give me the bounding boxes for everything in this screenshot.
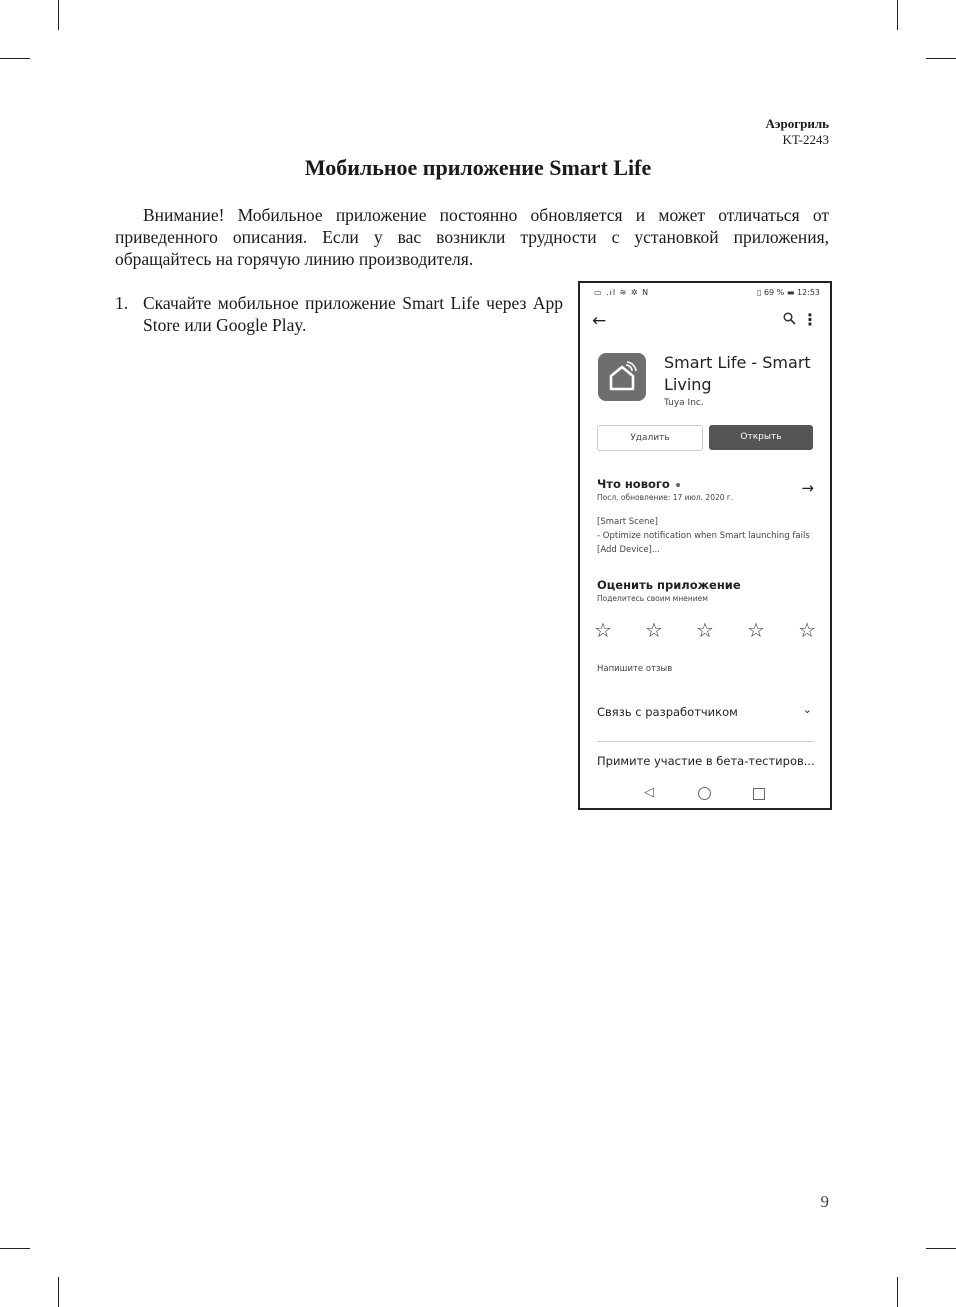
uninstall-button[interactable]: Удалить <box>597 425 703 451</box>
contact-developer[interactable]: Связь с разработчиком <box>597 705 738 719</box>
more-vertical-icon[interactable]: ⋮ <box>802 310 818 329</box>
nav-back-icon[interactable]: ◁ <box>644 785 654 800</box>
phone-screenshot <box>578 281 832 810</box>
chevron-down-icon[interactable]: ⌄ <box>802 703 812 716</box>
step-item <box>115 292 563 336</box>
rate-app-subtitle: Поделитесь своим мнением <box>597 594 708 603</box>
star-icon[interactable]: ☆ <box>696 618 714 642</box>
crop-mark <box>0 1248 30 1249</box>
status-icons: ▭ .ıl ≋ ✲ N <box>594 288 650 297</box>
whats-new-title[interactable] <box>597 477 680 491</box>
dot-icon <box>676 483 680 487</box>
crop-mark <box>897 0 898 30</box>
crop-mark <box>897 1277 898 1307</box>
note-line: [Smart Scene] <box>597 517 658 527</box>
crop-mark <box>926 58 956 59</box>
write-review-link[interactable]: Напишите отзыв <box>597 664 673 674</box>
crop-mark <box>58 1277 59 1307</box>
search-icon[interactable] <box>783 312 796 329</box>
note-line: - Optimize notification when Smart launching fails <box>597 531 810 541</box>
page-title: Мобильное приложение Smart Life <box>304 155 652 180</box>
vibrate-icon: ▯ <box>757 288 762 297</box>
crop-mark <box>58 0 59 30</box>
crop-mark <box>0 58 30 59</box>
back-arrow-icon[interactable]: ← <box>592 311 607 331</box>
rating-stars <box>594 620 816 640</box>
release-notes <box>597 515 817 557</box>
smart-life-app-icon <box>598 353 646 401</box>
app-bar <box>580 307 830 337</box>
page-number: 9 <box>820 1192 829 1211</box>
app-developer[interactable]: Tuya Inc. <box>664 398 704 408</box>
step-text: Скачайте мобильное приложение Smart Life через App Store или Google Play. <box>143 293 563 335</box>
battery-percent: 69 % <box>763 288 785 297</box>
model-number: KT-2243 <box>782 132 829 147</box>
beta-testing-link[interactable]: Примите участие в бета-тестиров... <box>597 754 815 768</box>
app-name: Smart Life - Smart Living <box>664 353 811 394</box>
step-number: 1. <box>115 293 129 313</box>
star-icon[interactable]: ☆ <box>594 618 612 642</box>
note-line: [Add Device]... <box>597 545 660 555</box>
last-update-date: Посл. обновление: 17 июл. 2020 г. <box>597 493 734 502</box>
android-nav-bar <box>580 783 830 805</box>
status-bar <box>580 283 830 303</box>
whats-new-label: Что нового <box>597 477 670 491</box>
open-button[interactable]: Открыть <box>709 425 813 450</box>
star-icon[interactable]: ☆ <box>747 618 765 642</box>
star-icon[interactable]: ☆ <box>645 618 663 642</box>
rate-app-title: Оценить приложение <box>597 578 741 592</box>
clock: 12:53 <box>796 288 820 297</box>
crop-mark <box>926 1248 956 1249</box>
star-icon[interactable]: ☆ <box>798 618 816 642</box>
status-right <box>757 288 820 297</box>
divider <box>597 741 813 742</box>
arrow-right-icon[interactable]: → <box>801 479 814 497</box>
nav-home-icon[interactable] <box>698 787 711 800</box>
running-header <box>765 116 829 148</box>
nav-recents-icon[interactable] <box>753 788 765 800</box>
battery-icon: ▬ <box>786 288 795 297</box>
product-name: Аэрогриль <box>765 116 829 131</box>
intro-paragraph: Внимание! Мобильное приложение постоянно обновляется и может отличаться от приведенного описания. Если у вас возникли трудности с установкой приложения, обращайтесь на горячую линию производителя. <box>115 205 829 269</box>
